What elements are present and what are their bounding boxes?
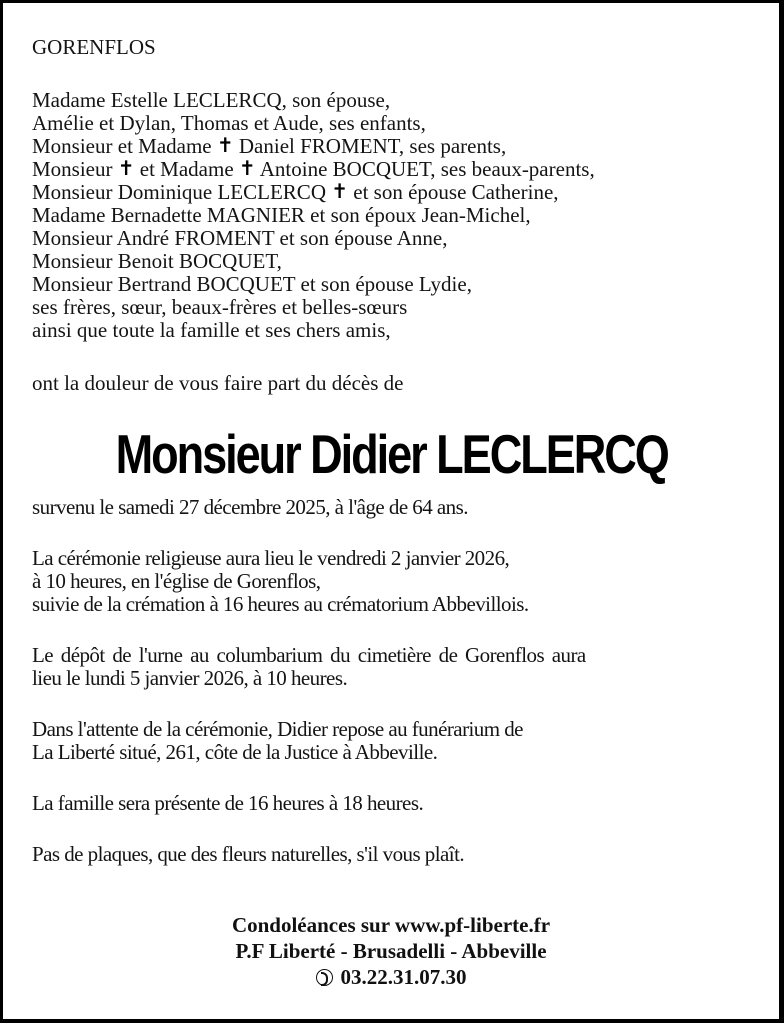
rest-line: La Liberté situé, 261, côte de la Justice à Abbeville. — [32, 740, 438, 764]
family-presence: La famille sera présente de 16 heures à 18 heures. — [32, 791, 424, 815]
family-line — [32, 89, 390, 112]
family-line-text: Madame Bernadette MAGNIER et son époux Jean-Michel, — [32, 203, 531, 227]
deceased-name: Monsieur Didier LECLERCQ — [115, 423, 668, 485]
family-line-text: Monsieur Benoit BOCQUET, — [32, 249, 282, 273]
family-line — [32, 135, 506, 158]
phone-icon — [316, 969, 333, 986]
cross-icon: ✝ — [216, 133, 234, 157]
rest-line: Dans l'attente de la cérémonie, Didier repose au funérarium de — [32, 717, 523, 741]
family-line-text: Monsieur — [32, 157, 118, 181]
family-line-text: ses frères, sœur, beaux-frères et belles-sœurs — [32, 295, 408, 319]
family-line-text: Madame Estelle LECLERCQ, son épouse, — [32, 88, 391, 112]
obituary-notice — [3, 3, 779, 1019]
family-line-text: Daniel FROMENT, ses parents, — [233, 134, 507, 158]
family-line — [32, 319, 391, 342]
family-line — [32, 296, 407, 319]
funeral-home-name: P.F Liberté - Brusadelli - Abbeville — [235, 939, 547, 963]
cross-icon: ✝ — [331, 179, 348, 203]
death-info: survenu le samedi 27 décembre 2025, à l'âge de 64 ans. — [32, 495, 468, 519]
family-line-text: Amélie et Dylan, Thomas et Aude, ses enfants, — [32, 111, 426, 135]
family-line-text: Monsieur et Madame — [32, 134, 217, 158]
cross-icon: ✝ — [238, 156, 256, 180]
family-line — [32, 250, 282, 273]
condolences-link[interactable]: Condoléances sur www.pf-liberte.fr — [231, 913, 551, 937]
flowers-request: Pas de plaques, que des fleurs naturelles, s'il vous plaît. — [32, 842, 465, 866]
family-line — [32, 204, 531, 227]
family-line — [32, 158, 595, 181]
family-line-text: Antoine BOCQUET, ses beaux-parents, — [255, 157, 595, 181]
family-line-text: et Madame — [134, 157, 239, 181]
family-line-text: et son épouse Catherine, — [348, 180, 559, 204]
family-line — [32, 112, 426, 135]
urn-line: Le dépôt de l'urne au columbarium du cimetière de Gorenflos aura — [32, 643, 586, 667]
ceremony-line: suivie de la crémation à 16 heures au crématorium Abbevillois. — [32, 592, 529, 616]
family-line — [32, 227, 448, 250]
town-name: GORENFLOS — [32, 35, 156, 59]
ceremony-line: à 10 heures, en l'église de Gorenflos, — [32, 569, 321, 593]
phone-number[interactable]: 03.22.31.07.30 — [340, 965, 467, 989]
family-line-text: Monsieur Bertrand BOCQUET et son épouse Lydie, — [32, 272, 472, 296]
family-line — [32, 181, 559, 204]
family-line-text: Monsieur André FROMENT et son épouse Anne, — [32, 226, 448, 250]
family-line-text: Monsieur Dominique LECLERCQ — [32, 180, 332, 204]
urn-line: lieu le lundi 5 janvier 2026, à 10 heures. — [32, 666, 348, 690]
family-line — [32, 273, 472, 296]
cross-icon: ✝ — [117, 156, 135, 180]
family-line-text: ainsi que toute la famille et ses chers amis, — [32, 318, 391, 342]
announcement-text: ont la douleur de vous faire part du décès de — [32, 371, 404, 395]
phone-row — [3, 964, 779, 990]
ceremony-line: La cérémonie religieuse aura lieu le vendredi 2 janvier 2026, — [32, 546, 510, 570]
